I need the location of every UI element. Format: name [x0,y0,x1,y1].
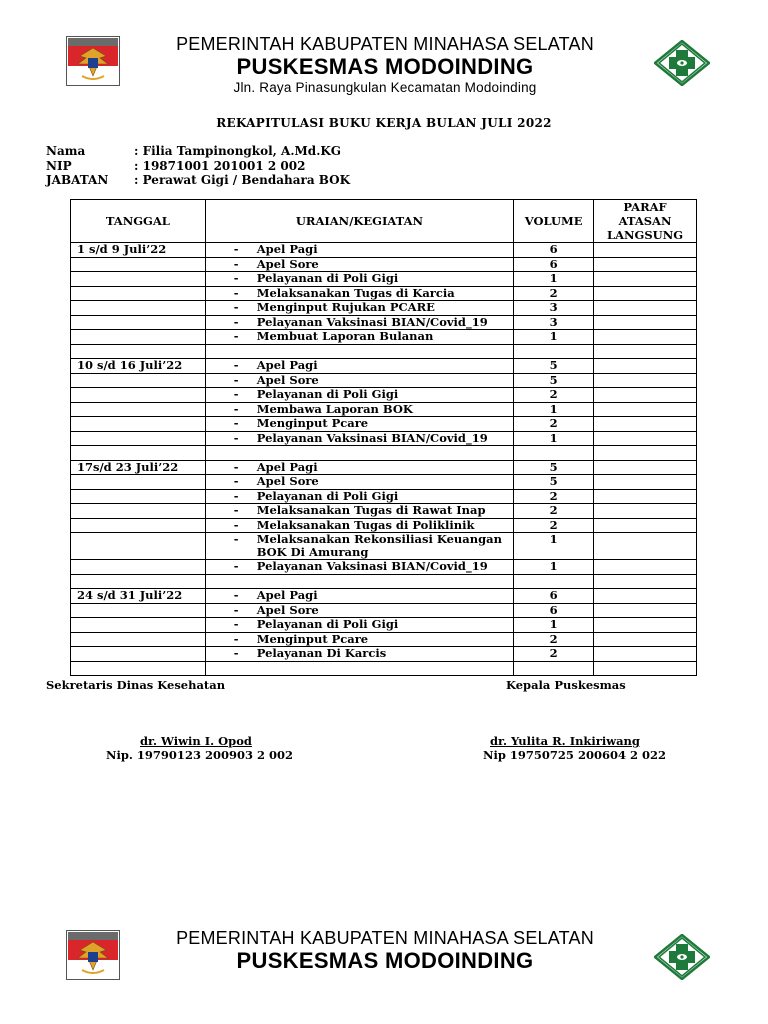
cell-volume: 2 [514,417,594,432]
identity-row-jabatan [46,173,350,188]
garuda-emblem-icon [66,930,120,980]
cell-dash: - [233,329,239,343]
cell-paraf [594,504,697,519]
cell-tanggal [71,315,206,330]
cell-paraf [594,446,697,461]
cell-dash: - [233,401,239,416]
cell-dash: - [233,488,239,503]
table-row [71,489,697,504]
header-paraf [594,200,697,243]
cell-volume: 1 [514,402,594,417]
cell-uraian [205,373,513,388]
cell-volume: 1 [514,560,594,575]
cell-uraian-text: Menginput Pcare [256,416,369,430]
cell-uraian-text: Pelayanan Vaksinasi BIAN/Covid_19 [256,314,488,329]
cell-paraf [594,286,697,301]
institution-name: PUSKESMAS MODOINDING [236,948,534,973]
table-row [71,417,697,432]
cell-volume: 6 [514,243,594,258]
cell-dash: - [233,588,239,602]
cell-paraf [594,257,697,272]
header-paraf-line: PARAF [623,200,667,214]
cell-tanggal [71,618,206,633]
cell-paraf [594,574,697,589]
cell-uraian [205,359,513,374]
cell-tanggal [71,475,206,490]
cell-paraf [594,373,697,388]
cell-volume: 2 [514,518,594,533]
cell-uraian [205,560,513,575]
cell-volume: 2 [514,504,594,519]
cell-paraf [594,315,697,330]
table-header-row [71,200,697,243]
cell-paraf [594,661,697,676]
cell-tanggal [71,603,206,618]
cell-uraian-text: Melaksanakan Tugas di Karcia [256,285,455,300]
cell-paraf [594,330,697,345]
cell-volume [514,574,594,589]
cell-volume: 5 [514,460,594,475]
cell-tanggal [71,504,206,519]
institution-address: Jln. Raya Pinasungkulan Kecamatan Modoinding [233,80,537,95]
cell-dash: - [233,300,239,314]
cell-dash: - [233,271,239,285]
cell-volume [514,661,594,676]
cell-uraian [205,315,513,330]
cell-tanggal [71,272,206,287]
table-row [71,243,697,258]
cell-uraian [205,603,513,618]
identity-value: : Filia Tampinongkol, A.Md.KG [134,144,342,158]
cell-uraian [205,475,513,490]
cell-uraian [205,647,513,662]
cell-dash: - [233,646,239,660]
cell-paraf [594,460,697,475]
cell-uraian-text: Apel Pagi [256,358,318,372]
cell-paraf [594,431,697,446]
garuda-emblem-icon [66,36,120,86]
table-row [71,647,697,662]
cell-uraian [205,417,513,432]
cell-paraf [594,301,697,316]
cell-tanggal [71,257,206,272]
cell-paraf [594,359,697,374]
table-row [71,661,697,676]
table-row [71,446,697,461]
cell-dash: - [233,517,239,532]
cell-uraian-text: Pelayanan di Poli Gigi [256,271,399,285]
cell-dash: - [233,314,239,329]
cell-uraian-text: Membuat Laporan Bulanan [256,329,434,343]
cell-uraian [205,431,513,446]
identity-key: JABATAN [46,173,109,187]
identity-block [46,144,350,188]
signature-right-role: Kepala Puskesmas [506,678,626,692]
cell-tanggal [71,431,206,446]
cell-paraf [594,518,697,533]
cell-paraf [594,344,697,359]
cell-uraian [205,574,513,589]
cell-uraian-text: Pelayanan Di Karcis [256,646,387,660]
cell-uraian [205,301,513,316]
cell-dash: - [233,416,239,430]
signature-right-name: dr. Yulita R. Inkiriwang [490,734,640,748]
header-volume: VOLUME [514,200,594,243]
cell-uraian [205,618,513,633]
cell-tanggal [71,344,206,359]
cell-tanggal [71,647,206,662]
cell-volume: 2 [514,647,594,662]
government-name: PEMERINTAH KABUPATEN MINAHASA SELATAN [176,34,594,54]
cell-dash: - [233,532,239,546]
cell-volume: 3 [514,315,594,330]
cell-tanggal [71,446,206,461]
cell-tanggal [71,301,206,316]
cell-uraian-text: Pelayanan di Poli Gigi [256,387,399,401]
table-row [71,475,697,490]
cell-paraf [594,533,697,560]
cell-tanggal: 1 s/d 9 Juli’22 [71,243,206,258]
cell-dash: - [233,430,239,445]
cell-dash: - [233,242,239,256]
cell-uraian [205,589,513,604]
letterhead-bottom [0,928,768,988]
table-row [71,330,697,345]
cell-uraian [205,257,513,272]
cell-uraian [205,460,513,475]
table-row [71,431,697,446]
puskesmas-cross-icon [654,934,710,980]
cell-volume: 3 [514,301,594,316]
cell-uraian-text: Pelayanan Vaksinasi BIAN/Covid_19 [256,559,488,573]
cell-uraian [205,518,513,533]
cell-uraian-text: Pelayanan di Poli Gigi [256,617,399,631]
cell-uraian-text: Apel Pagi [256,588,318,602]
cell-tanggal [71,533,206,560]
cell-volume: 2 [514,632,594,647]
cell-uraian-text: Apel Pagi [256,242,318,256]
table-row [71,504,697,519]
cell-uraian-text: Melaksanakan Tugas di Poliklinik [256,517,475,532]
cell-volume: 1 [514,618,594,633]
cell-tanggal [71,489,206,504]
cell-volume: 5 [514,373,594,388]
cell-paraf [594,475,697,490]
table-body [71,243,697,676]
cell-uraian [205,272,513,287]
cell-tanggal [71,286,206,301]
cell-tanggal [71,632,206,647]
cell-dash: - [233,459,239,474]
cell-tanggal: 24 s/d 31 Juli’22 [71,589,206,604]
cell-uraian [205,344,513,359]
cell-paraf [594,243,697,258]
header-paraf-line: ATASAN [618,214,672,228]
cell-paraf [594,603,697,618]
header-uraian: URAIAN/KEGIATAN [205,200,513,243]
cell-dash: - [233,559,239,573]
cell-tanggal [71,402,206,417]
cell-dash: - [233,256,239,271]
letterhead-top [0,34,768,100]
cell-uraian [205,330,513,345]
table-row [71,518,697,533]
cell-uraian [205,661,513,676]
table-row [71,574,697,589]
signature-left-nip: Nip. 19790123 200903 2 002 [106,748,293,762]
cell-paraf [594,402,697,417]
cell-volume: 5 [514,475,594,490]
cell-paraf [594,417,697,432]
cell-volume: 2 [514,489,594,504]
header-paraf-line: LANGSUNG [607,228,684,242]
cell-paraf [594,589,697,604]
table-row [71,632,697,647]
table-row [71,301,697,316]
cell-volume [514,446,594,461]
cell-dash: - [233,503,239,517]
cell-uraian-text: Pelayanan di Poli Gigi [256,488,399,503]
cell-tanggal [71,574,206,589]
cell-dash: - [233,372,239,387]
activity-table [70,199,697,676]
cell-tanggal: 10 s/d 16 Juli’22 [71,359,206,374]
cell-uraian [205,286,513,301]
cell-dash: - [233,285,239,300]
institution-name: PUSKESMAS MODOINDING [236,54,534,79]
signature-left-role: Sekretaris Dinas Kesehatan [46,678,226,692]
table-row [71,460,697,475]
table-row [71,359,697,374]
cell-dash: - [233,617,239,631]
identity-row-nip [46,159,350,174]
cell-tanggal [71,661,206,676]
cell-uraian [205,388,513,403]
cell-uraian [205,533,513,560]
cell-paraf [594,489,697,504]
identity-key: Nama [46,144,86,158]
cell-uraian [205,243,513,258]
cell-uraian-text: Menginput Rujukan PCARE [256,300,435,314]
table-row [71,402,697,417]
cell-volume: 1 [514,330,594,345]
table-row [71,560,697,575]
table-row [71,388,697,403]
cell-uraian-text: Apel Sore [256,602,319,617]
cell-paraf [594,272,697,287]
cell-volume: 1 [514,533,594,560]
cell-volume: 1 [514,272,594,287]
cell-tanggal [71,330,206,345]
cell-volume: 6 [514,257,594,272]
cell-tanggal [71,388,206,403]
cell-tanggal [71,417,206,432]
cell-dash: - [233,631,239,646]
cell-uraian-text: Apel Pagi [256,459,318,474]
cell-uraian [205,504,513,519]
cell-volume: 6 [514,603,594,618]
cell-dash: - [233,358,239,372]
cell-uraian [205,632,513,647]
identity-value: : 19871001 201001 2 002 [134,158,306,173]
identity-row-nama [46,144,350,159]
cell-uraian-text: Menginput Pcare [256,631,369,646]
cell-dash: - [233,387,239,401]
table-row [71,618,697,633]
cell-tanggal [71,373,206,388]
cell-paraf [594,647,697,662]
cell-uraian-text: Membawa Laporan BOK [256,401,413,416]
cell-paraf [594,388,697,403]
cell-volume: 2 [514,388,594,403]
cell-dash: - [233,474,239,488]
signature-left-name: dr. Wiwin I. Opod [140,734,252,748]
cell-uraian-text: Melaksanakan Rekonsiliasi Keuangan BOK Di Amurang [256,532,502,559]
table-row [71,533,697,560]
table-row [71,603,697,618]
table-row [71,589,697,604]
cell-uraian [205,489,513,504]
cell-tanggal [71,560,206,575]
puskesmas-cross-icon [654,40,710,86]
table-row [71,286,697,301]
cell-tanggal [71,518,206,533]
cell-volume [514,344,594,359]
cell-uraian [205,402,513,417]
header-tanggal: TANGGAL [71,200,206,243]
cell-volume: 1 [514,431,594,446]
cell-paraf [594,618,697,633]
government-name: PEMERINTAH KABUPATEN MINAHASA SELATAN [176,928,594,948]
identity-value: : Perawat Gigi / Bendahara BOK [134,173,351,187]
cell-uraian-text: Apel Sore [256,474,319,488]
cell-paraf [594,632,697,647]
table-row [71,315,697,330]
cell-uraian [205,446,513,461]
table-row [71,373,697,388]
table-row [71,257,697,272]
cell-uraian-text: Pelayanan Vaksinasi BIAN/Covid_19 [256,430,488,445]
cell-dash: - [233,602,239,617]
signature-right-nip: Nip 19750725 200604 2 022 [483,748,666,762]
identity-key: NIP [46,158,72,173]
cell-paraf [594,560,697,575]
table-row [71,344,697,359]
cell-uraian-text: Apel Sore [256,256,319,271]
cell-uraian-text: Melaksanakan Tugas di Rawat Inap [256,503,486,517]
document-title: REKAPITULASI BUKU KERJA BULAN JULI 2022 [216,116,552,130]
cell-volume: 2 [514,286,594,301]
cell-volume: 5 [514,359,594,374]
cell-uraian-text: Apel Sore [256,372,319,387]
cell-tanggal: 17s/d 23 Juli’22 [71,460,206,475]
cell-volume: 6 [514,589,594,604]
table-row [71,272,697,287]
